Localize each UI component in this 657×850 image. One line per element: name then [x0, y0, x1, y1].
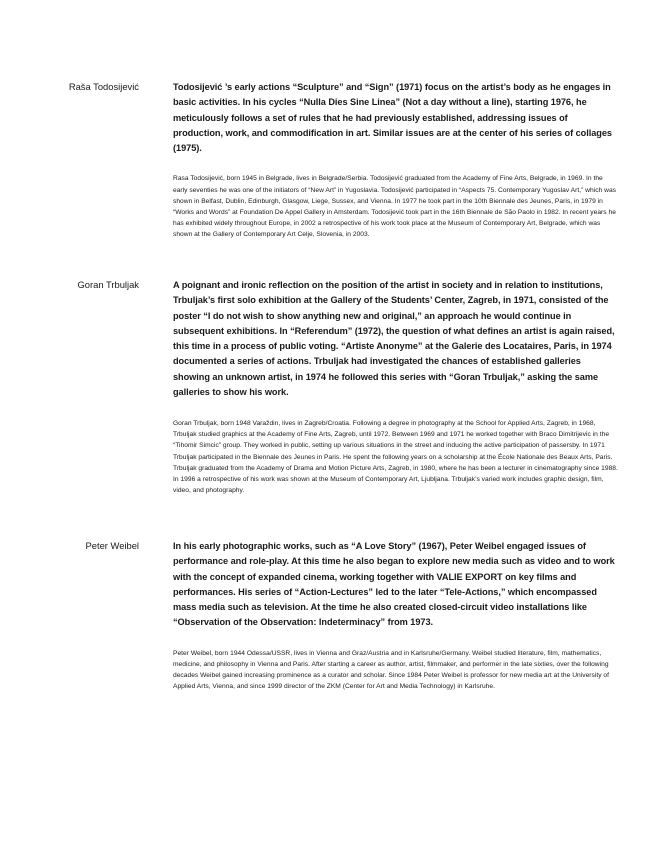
biography-paragraph: Rasa Todosijević, born 1945 in Belgrade, lives in Belgrade/Serbia. Todosijević graduated from the Academy of Fine Arts, Belgrade, in 1969. In the early seventies he was one of the initiators of “New Art” in Yugoslavia. Todosijević participated in “Aspects 75. Contemporary Yugoslav Art,” which was shown in Belfast, Dublin, Edinburgh, Glasgow, Liege, Sussex, and Vienna. In 1977 he took part in the 10th Biennale des Jeunes, Paris, in 1979 in “Works and Words” at Foundation De Appel Gallery in Amsterdam. Todosijević took part in the 16th Biennale de São Paolo in 1982. In recent years he has exhibited widely throughout Europe, in 2002 a retrospective of his work took place at the Museum of Contemporary Art, Belgrade, which was shown at the Gallery of Contemporary Art Celje, Slovenia, in 2003.: [173, 175, 616, 238]
entry-text: [173, 80, 618, 240]
entry-text: [173, 539, 618, 692]
artist-name: Peter Weibel: [85, 540, 139, 551]
lead-paragraph: A poignant and ironic reflection on the position of the artist in society and in relation to institutions, Trbuljak’s first solo exhibition at the Gallery of the Students’ Center, Zagreb, in 1971, consisted of the poster “I do not wish to show anything new and original,” an approach he would continue in subsequent exhibitions. In “Referendum” (1972), the question of what defines an artist is again raised, this time in a process of public voting. “Artiste Anonyme” at the Galerie des Locataires, Paris, in 1974 documented a series of actions. Trbuljak had investigated the chances of established galleries showing an unknown artist, in 1974 he followed this series with “Goran Trbuljak,” asking the same galleries to show his work.: [173, 280, 615, 398]
biography-paragraph: Goran Trbuljak, born 1948 Varaždin, lives in Zagreb/Croatia. Following a degree in photography at the School for Applied Arts, Zagreb, in 1968, Trbuljak studied graphics at the Academy of Fine Arts, Zagreb, until 1972. Between 1969 and 1971 he worked together with Braco Dimitrijevic in the “Tihomir Simcic” group. They worked in public, setting up various situations in the street and inducing the active participation of passersby. In 1971 Trbuljak participated in the Biennale des Jeunes in Paris. He spent the following years on a scholarship at the École Nationale des Beaux Arts, Paris. Trbuljak graduated from the Academy of Drama and Motion Picture Arts, Zagreb, in 1980, where he has been a lecturer in cinematography since 1988. In 1996 a retrospective of his work was shown at the Museum of Contemporary Art, Ljubljana. Trbuljak’s varied work includes graphic design, film, video, and photography.: [173, 420, 618, 494]
entry-text: [173, 278, 618, 496]
artist-name: Raša Todosijević: [68, 81, 139, 92]
lead-paragraph: Todosijević ’s early actions “Sculpture” and “Sign” (1971) focus on the artist’s body as he engages in basic activities. In his cycles “Nulla Dies Sine Linea” (Not a day without a line), starting 1976, he meticulously follows a set of rules that he had previously established, addressing issues of production, work, and commodification in art. Similar issues are at the center of his series of collages (1975).: [173, 82, 612, 154]
biography-paragraph: Peter Weibel, born 1944 Odessa/USSR, lives in Vienna and Graz/Austria and in Karlsruhe/Germany. Weibel studied literature, film, mathematics, medicine, and philosophy in Vienna and Paris. After starting a career as author, artist, filmmaker, and performer in the late sixties, over the following decades Weibel gained increasing prominence as a curator and scholar. Since 1984 Peter Weibel is professor for new media art at the University of Applied Arts, Vienna, and since 1999 director of the ZKM (Center for Art and Media Technology) in Karlsruhe.: [173, 649, 610, 690]
artist-name: Goran Trbuljak: [77, 279, 139, 290]
lead-paragraph: In his early photographic works, such as “A Love Story” (1967), Peter Weibel engaged issues of performance and role-play. At this time he also began to explore new media such as video and to work with the concept of expanded cinema, working together with VALIE EXPORT on key films and performances. His series of “Action-Lectures” led to the later “Tele-Actions,” which encompassed mass media such as television. At the time he also created closed-circuit video installations like “Observation of the Observation: Indeterminacy” from 1973.: [173, 541, 615, 628]
